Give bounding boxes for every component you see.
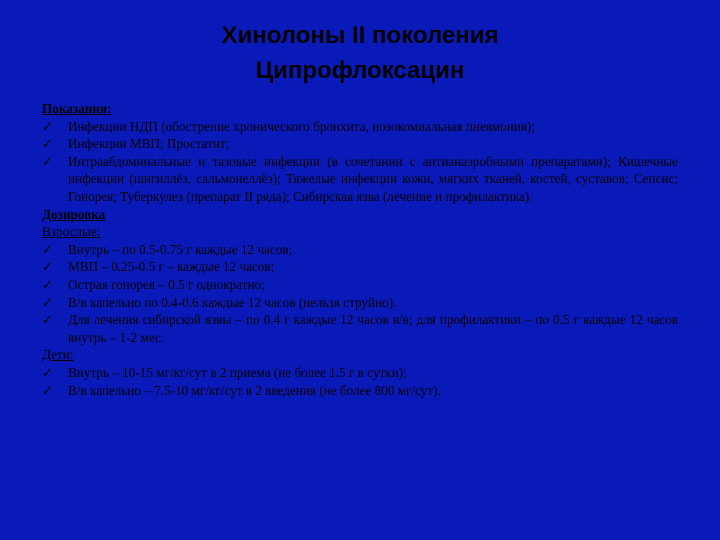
adults-subheading: Взрослые: bbox=[42, 224, 101, 240]
title-line-2: Ципрофлоксацин bbox=[255, 57, 465, 84]
children-list bbox=[42, 364, 678, 399]
list-item bbox=[42, 153, 678, 206]
checkmark-icon: ✓ bbox=[42, 241, 54, 257]
item-text: В/в капельно по 0.4-0.6 каждые 12 часов (нельзя струйно). bbox=[68, 294, 397, 310]
list-item bbox=[42, 258, 678, 276]
item-text: Внутрь – 10-15 мг/кг/сут в 2 приема (не более 1.5 г в сутки); bbox=[68, 364, 407, 380]
indications-list bbox=[42, 118, 678, 206]
item-text: Внутрь – по 0.5-0.75 г каждые 12 часов; bbox=[68, 241, 293, 257]
item-text: Острая гонорея – 0.5 г однократно; bbox=[68, 276, 265, 292]
item-text: Инфекции НДП (обострение хронического бронхита, нозокомиальная пневмония); bbox=[68, 118, 535, 134]
dosage-heading: Дозировка bbox=[42, 206, 106, 222]
checkmark-icon: ✓ bbox=[42, 364, 54, 380]
list-item bbox=[42, 294, 678, 312]
list-item bbox=[42, 276, 678, 294]
children-subheading: Дети: bbox=[42, 347, 74, 363]
checkmark-icon: ✓ bbox=[42, 259, 54, 275]
slide-content bbox=[42, 100, 678, 399]
checkmark-icon: ✓ bbox=[42, 118, 54, 134]
checkmark-icon: ✓ bbox=[42, 312, 54, 328]
list-item bbox=[42, 382, 678, 400]
list-item bbox=[42, 135, 678, 153]
item-text: Инфекции МВП; Простатит; bbox=[68, 136, 230, 152]
list-item bbox=[42, 364, 678, 382]
checkmark-icon: ✓ bbox=[42, 136, 54, 152]
title-line-1: Хинолоны II поколения bbox=[221, 22, 499, 49]
checkmark-icon: ✓ bbox=[42, 276, 54, 292]
adults-list bbox=[42, 241, 678, 347]
item-text: Интраабдоминальные и тазовые инфекции (в сочетании с антианаэробными препаратами); Кишечные инфекции (шигиллёз, сальмонеллёз); Тяжелые инфекции кожи, мягких тканей, костей, суставов; Сепсис; Гонорея; Туберкулез (препарат II ряда); Сибирская язва (лечение и профилактика). bbox=[68, 153, 678, 204]
checkmark-icon: ✓ bbox=[42, 382, 54, 398]
item-text: МВП – 0.25-0.5 г – каждые 12 часов; bbox=[68, 259, 275, 275]
item-text: В/в капельно – 7.5-10 мг/кг/сут в 2 введения (не более 800 мг/сут). bbox=[68, 382, 441, 398]
indications-heading: Показания: bbox=[42, 101, 112, 116]
list-item bbox=[42, 241, 678, 259]
item-text: Для лечения сибирской язвы – по 0.4 г каждые 12 часов в/в; для профилактики – по 0.5 г каждые 12 часов внутрь – 1-2 мес. bbox=[68, 312, 678, 345]
list-item bbox=[42, 118, 678, 136]
checkmark-icon: ✓ bbox=[42, 153, 54, 169]
list-item bbox=[42, 311, 678, 346]
checkmark-icon: ✓ bbox=[42, 294, 54, 310]
slide-title bbox=[0, 18, 720, 88]
